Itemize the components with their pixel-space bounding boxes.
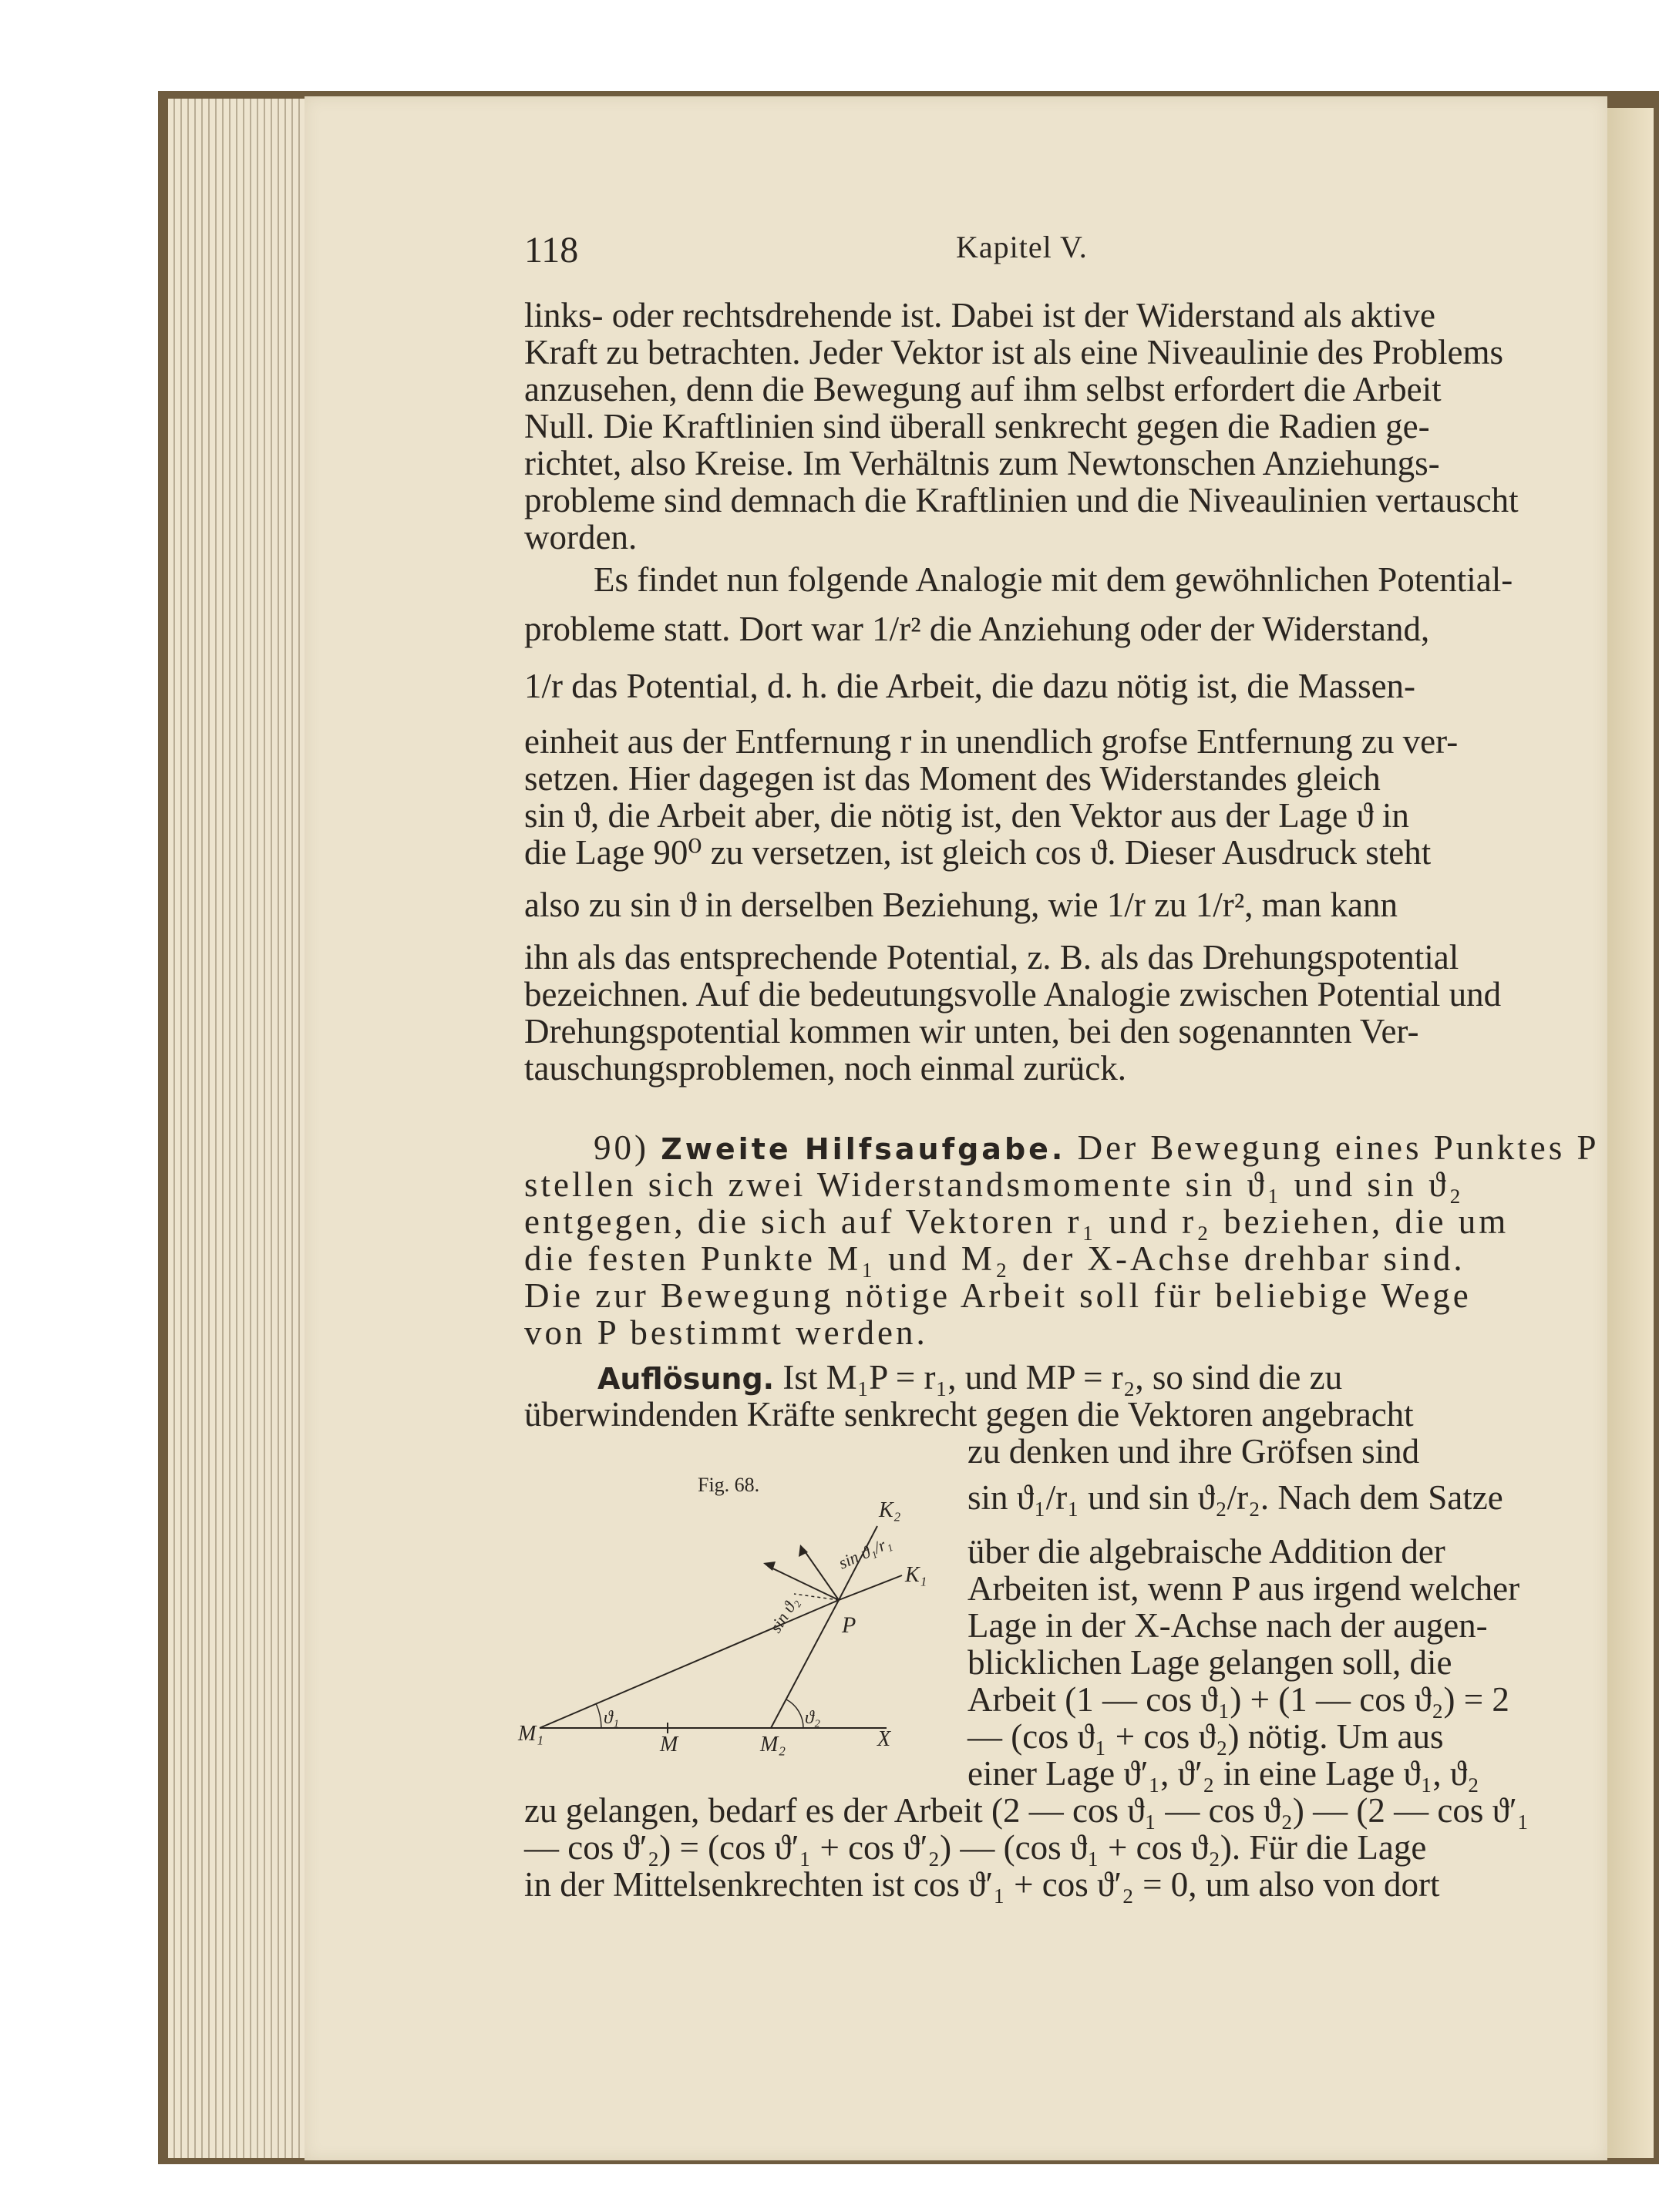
text-line: sin ϑ, die Arbeit aber, die nötig ist, den Vektor aus der Lage ϑ in [524,796,1409,835]
text-line: Arbeiten ist, wenn P aus irgend welcher [967,1569,1520,1608]
section-title: Zweite Hilfsaufgabe. [661,1132,1066,1166]
text-line: probleme statt. Dort war 1/r² die Anziehung oder der Widerstand, [524,610,1430,648]
force-k1 [839,1575,902,1600]
text-line: Null. Die Kraftlinien sind überall senkrecht gegen die Radien ge- [524,407,1430,445]
solution-label: Auflösung. [597,1362,775,1396]
text-line: Arbeit (1 — cos ϑ₁) + (1 — cos ϑ₂) = 2 [967,1680,1509,1719]
text-line: über die algebraische Addition der [967,1532,1445,1571]
label-theta2: ϑ₂ [805,1708,821,1728]
label-k2: K₂ [879,1498,901,1522]
figure-caption: Fig. 68. [698,1474,760,1496]
angle-arc-theta2 [786,1699,803,1728]
section-heading-line [594,1129,1600,1168]
text-line: Kraft zu betrachten. Jeder Vektor ist als eine Niveaulinie des Problems [524,333,1504,371]
text-line: probleme sind demnach die Kraftlinien und die Niveaulinien vertauscht [524,481,1519,519]
text-line: die Lage 90⁰ zu versetzen, ist gleich cos ϑ. Dieser Ausdruck steht [524,833,1432,872]
text-line: Die zur Bewegung nötige Arbeit soll für beliebige Wege [524,1276,1472,1315]
text-line: sin ϑ₁/r₁ und sin ϑ₂/r₂. Nach dem Satze [967,1478,1503,1517]
text-line: tauschungsproblemen, noch einmal zurück. [524,1049,1127,1088]
text-line: zu denken und ihre Gröfsen sind [967,1432,1420,1471]
text-line: entgegen, die sich auf Vektoren r₁ und r₂ beziehen, die um [524,1202,1509,1241]
text-line: — (cos ϑ₁ + cos ϑ₂) nötig. Um aus [967,1717,1444,1756]
label-k1: K₁ [905,1563,927,1587]
text-line: setzen. Hier dagegen ist das Moment des Widerstandes gleich [524,759,1381,798]
text-line: Drehungspotential kommen wir unten, bei den sogenannten Ver- [524,1012,1419,1051]
section-number: 90) [594,1128,649,1167]
solution-first-line [597,1359,1342,1397]
page-number: 118 [524,230,579,271]
label-p: P [842,1612,856,1638]
figure-68-diagram [517,1495,964,1757]
chapter-title: Kapitel V. [956,230,1088,264]
text-line: die festen Punkte M₁ und M₂ der X-Achse drehbar sind. [524,1239,1466,1278]
text-line: in der Mittelsenkrechten ist cos ϑ′₁ + cos ϑ′₂ = 0, um also von dort [524,1865,1440,1904]
text-line: stellen sich zwei Widerstandsmomente sin ϑ₁ und sin ϑ₂ [524,1165,1465,1204]
arrow-sin-theta2 [768,1566,839,1600]
label-sin-theta1-r1: sin ϑ₁/r₁ [835,1532,894,1573]
text-line: ihn als das entsprechende Potential, z. B. als das Drehungspotential [524,938,1459,977]
text-line: von P bestimmt werden. [524,1313,928,1352]
label-m1: M₁ [518,1722,544,1746]
text-line: Der Bewegung eines Punktes P [1077,1128,1600,1167]
text-line: blicklichen Lage gelangen soll, die [967,1643,1452,1682]
angle-arc-theta1 [596,1703,601,1728]
facing-page-edge [1607,108,1654,2158]
text-line: 1/r das Potential, d. h. die Arbeit, die dazu nötig ist, die Massen- [524,667,1416,705]
vector-r1 [540,1600,839,1728]
text-line: worden. [524,518,638,556]
label-m: M [660,1733,678,1756]
text-line: bezeichnen. Auf die bedeutungsvolle Analogie zwischen Potential und [524,975,1502,1014]
text-line: Es findet nun folgende Analogie mit dem gewöhnlichen Potential- [594,560,1513,599]
label-theta1: ϑ₁ [604,1708,620,1728]
text-line: einheit aus der Entfernung r in unendlich grofse Entfernung zu ver- [524,722,1459,761]
label-x: X [877,1727,891,1751]
text-line: einer Lage ϑ′₁, ϑ′₂ in eine Lage ϑ₁, ϑ₂ [967,1754,1479,1793]
text-line: Lage in der X-Achse nach der augen- [967,1606,1488,1645]
text-line: richtet, also Kreise. Im Verhältnis zum Newtonschen Anziehungs- [524,444,1440,482]
text-line: anzusehen, denn die Bewegung auf ihm selbst erfordert die Arbeit [524,370,1442,408]
text-line: also zu sin ϑ in derselben Beziehung, wie 1/r zu 1/r², man kann [524,886,1398,924]
text-line: zu gelangen, bedarf es der Arbeit (2 — cos ϑ₁ — cos ϑ₂) — (2 — cos ϑ′₁ [524,1791,1529,1830]
label-sin-theta2: sin ϑ₂ [766,1593,803,1636]
text-line: links- oder rechtsdrehende ist. Dabei ist der Widerstand als aktive [524,296,1435,334]
text-line: Ist M₁P = r₁, und MP = r₂, so sind die zu [782,1358,1343,1397]
text-line: — cos ϑ′₂) = (cos ϑ′₁ + cos ϑ′₂) — (cos ϑ₁ + cos ϑ₂). Für die Lage [524,1828,1427,1867]
label-m2: M₂ [760,1733,786,1756]
page-edges [168,99,315,2158]
text-line: überwindenden Kräfte senkrecht gegen die Vektoren angebracht [524,1395,1414,1434]
